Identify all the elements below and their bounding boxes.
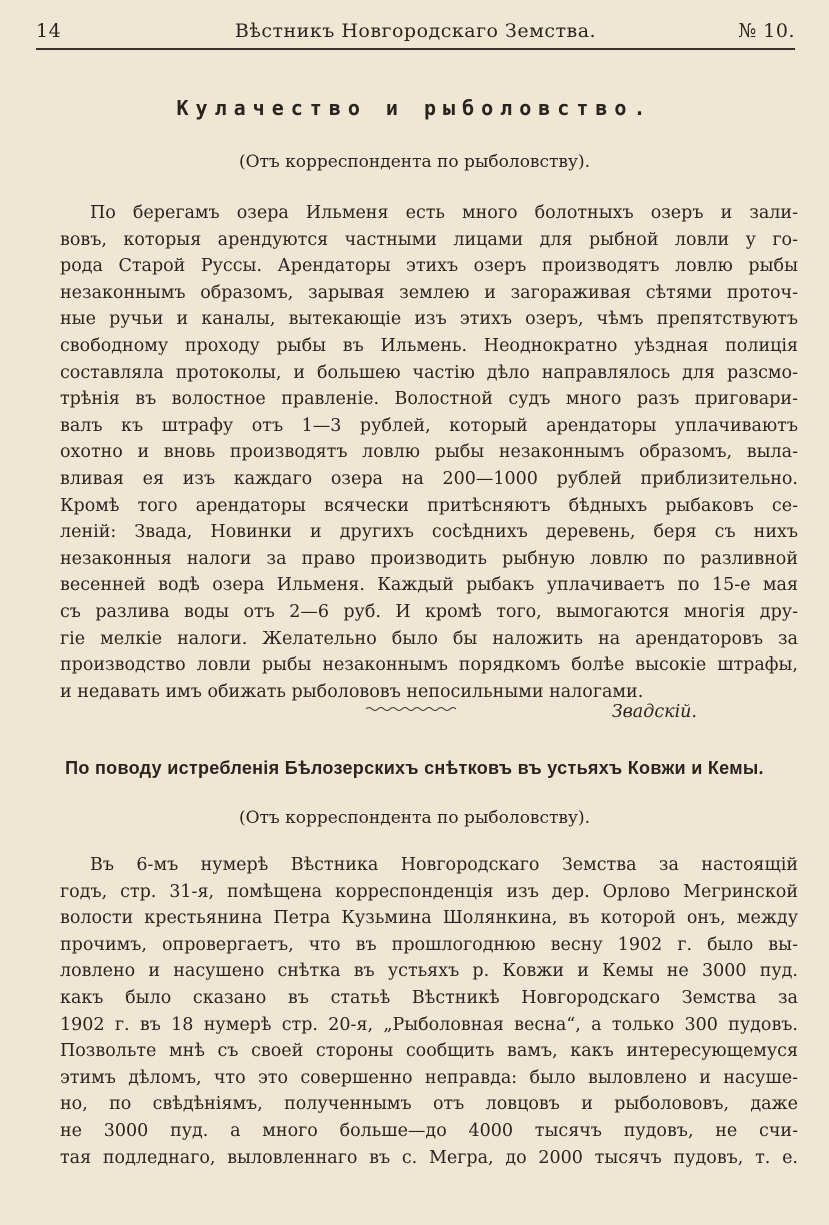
text-line: вовъ, которыя арендуются частными лицами для рыбной ловли у го- [60,229,798,250]
text-line: не 3000 пуд. а много больше—до 4000 тысячъ пудовъ, не счи- [60,1120,798,1141]
text-line: охотно и вновь производятъ ловлю рыбы незаконнымъ образомъ, выла- [60,442,798,463]
text-line: прочимъ, опровергаетъ, что въ прошлогоднюю весну 1902 г. было вы- [60,934,798,955]
article2-subtitle: (Отъ корреспондента по рыболовству). [238,808,591,828]
text-line: свободному проходу рыбы въ Ильмень. Неоднократно уѣздная полиція [60,335,798,356]
text-line: но, по свѣдѣніямъ, полученнымъ отъ ловцовъ и рыболововъ, даже [60,1094,798,1115]
page-number: 14 [36,20,62,42]
text-line: годъ, стр. 31-я, помѣщена корреспонденція изъ дер. Орлово Мегринской [60,881,798,902]
text-line: тая подледнаго, выловленнаго въ с. Мегра, до 2000 тысячъ пудовъ, т. е. [60,1147,798,1168]
text-line: этимъ дѣломъ, что это совершенно неправда: было выловлено и насуше- [60,1067,798,1088]
text-line: валъ къ штрафу отъ 1—3 рублей, который арендаторы уплачиваютъ [60,415,798,436]
journal-title: Вѣстникъ Новгородскаго Земства. [234,20,597,42]
text-line: трѣнія въ волостное правленіе. Волостной судъ много разъ приговари- [60,389,798,410]
text-line: ные ручьи и каналы, вытекающіе изъ этихъ озеръ, чѣмъ препятствуютъ [60,309,798,330]
text-line: незаконныя налоги за право производить рыбную ловлю по разливной [60,548,798,569]
text-line: незаконнымъ образомъ, зарывая землею и загораживая сѣтями проточ- [60,282,798,303]
text-line: Позвольте мнѣ съ своей стороны сообщить вамъ, какъ интересующемуся [60,1041,798,1062]
text-line: гіе мелкіе налоги. Желательно было бы наложить на арендаторовъ за [60,628,798,649]
article1-body [60,200,798,705]
text-line: леній: Звада, Новинки и другихъ сосѣднихъ деревень, беря съ нихъ [60,522,798,543]
wavy-divider [366,706,456,712]
text-line: рода Старой Руссы. Арендаторы этихъ озеръ производятъ ловлю рыбы [60,256,798,277]
text-line: волости крестьянина Петра Кузьмина Шолянкина, въ которой онъ, между [60,908,798,929]
signature: Звадскій. [611,702,697,722]
text-line: производство ловли рыбы незаконнымъ порядкомъ болѣе высокіе штрафы, [60,655,798,676]
text-line: съ разлива воды отъ 2—6 руб. И кромѣ того, вымогаются многія дру- [60,601,798,622]
article1-title: Кулачество и рыболовство. [176,96,653,120]
article2-body [60,852,798,1171]
issue-number: № 10. [738,20,795,42]
text-line: составляла протоколы, и большею частію дѣло направлялось для разсмо- [60,362,798,383]
article2-title: По поводу истребленія Бѣлозерскихъ снѣтковъ въ устьяхъ Ковжи и Кемы. [65,758,764,778]
text-line: ловлено и насушено снѣтка въ устьяхъ р. Ковжи и Кемы не 3000 пуд. [60,961,798,982]
article1-subtitle: (Отъ корреспондента по рыболовству). [238,152,591,172]
text-line: вливая ея изъ каждаго озера на 200—1000 рублей приблизительно. [60,468,798,489]
text-line: и недавать имъ обижать рыболововъ непосильными налогами. [60,681,644,702]
text-line: По берегамъ озера Ильменя есть много болотныхъ озеръ и зали- [90,203,798,223]
text-line: 1902 г. въ 18 нумерѣ стр. 20-я, „Рыболовная весна“, а только 300 пудовъ. [60,1014,798,1035]
text-line: Въ 6-мъ нумерѣ Вѣстника Новгородскаго Земства за настоящій [90,855,798,875]
text-line: какъ было сказано въ статьѣ Вѣстникѣ Новгородскаго Земства за [60,987,798,1008]
running-header [36,18,795,50]
text-line: весенней водѣ озера Ильменя. Каждый рыбакъ уплачиваетъ по 15-е мая [60,575,798,596]
text-line: Кромѣ того арендаторы всячески притѣсняютъ бѣдныхъ рыбаковъ се- [60,495,798,516]
